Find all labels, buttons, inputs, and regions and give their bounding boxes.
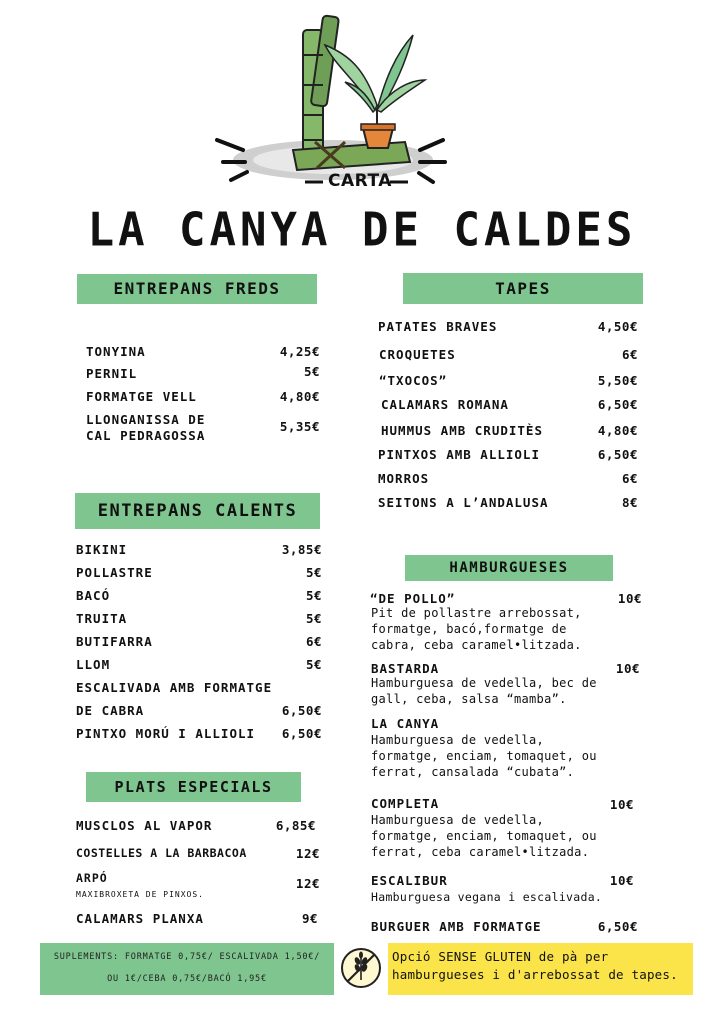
section-heading-hamburgueses: HAMBURGUESES <box>405 555 613 581</box>
section-heading-entrepans-freds: ENTREPANS FREDS <box>77 274 317 304</box>
menu-item-name: LA CANYA <box>371 716 440 731</box>
menu-item-name: TONYINA <box>86 344 146 359</box>
gluten-free-line: Opció SENSE GLUTEN de pà per <box>392 949 609 964</box>
section-heading-entrepans-calents: ENTREPANS CALENTS <box>75 493 320 529</box>
suplements-box <box>40 943 334 995</box>
menu-item-price: 9€ <box>301 911 318 926</box>
menu-item-name: DE CABRA <box>76 703 145 718</box>
menu-item-name: MUSCLOS AL VAPOR <box>76 818 213 833</box>
description-line: cabra, ceba caramel•litzada. <box>371 638 582 652</box>
menu-item-name: ESCALIBUR <box>371 873 448 888</box>
menu-item-price: 5€ <box>305 657 322 672</box>
menu-item-price: 5€ <box>305 565 322 580</box>
menu-item-price: 10€ <box>609 873 634 888</box>
menu-item-name-line2: CAL PEDRAGOSSA <box>86 428 206 443</box>
menu-item-price: 12€ <box>295 876 320 891</box>
menu-item-price: 6,50€ <box>597 397 638 412</box>
description-line: Hamburguesa de vedella, <box>371 733 545 747</box>
menu-item-name: BIKINI <box>76 542 128 557</box>
menu-item-name: “DE POLLO” <box>370 591 456 606</box>
menu-item-name: “TXOCOS” <box>379 373 448 388</box>
menu-item-description <box>371 605 601 653</box>
menu-item-description <box>371 889 621 905</box>
menu-item-name: LLONGANISSA DE <box>86 412 206 427</box>
menu-item-price: 6,50€ <box>597 919 638 934</box>
menu-item-description <box>371 812 601 860</box>
menu-item-description <box>371 732 601 780</box>
menu-item-price: 6€ <box>621 347 638 362</box>
section-heading-plats-especials: PLATS ESPECIALS <box>86 772 301 802</box>
menu-item-name: HUMMUS AMB CRUDITÈS <box>381 423 543 438</box>
menu-item-name: PINTXO MORÚ I ALLIOLI <box>76 726 256 741</box>
menu-item-price: 6,50€ <box>281 703 322 718</box>
description-line: formatge, bacó,formatge de <box>371 622 567 636</box>
menu-item-price: 10€ <box>615 661 640 676</box>
menu-item-name: PATATES BRAVES <box>378 319 498 334</box>
menu-item-name: FORMATGE VELL <box>86 389 197 404</box>
description-line: Hamburguesa vegana i escalivada. <box>371 890 603 904</box>
menu-item-price: 4,80€ <box>597 423 638 438</box>
menu-item-price: 3,85€ <box>281 542 322 557</box>
description-line: formatge, enciam, tomaquet, ou <box>371 829 597 843</box>
menu-item-name: ESCALIVADA AMB FORMATGE <box>76 680 273 695</box>
menu-item-name: CROQUETES <box>379 347 456 362</box>
description-line: ferrat, ceba caramel•litzada. <box>371 845 590 859</box>
menu-item-name: PERNIL <box>86 366 138 381</box>
menu-item-name: PINTXOS AMB ALLIOLI <box>378 447 540 462</box>
section-heading-tapes: TAPES <box>403 273 643 304</box>
menu-item-price: 6,50€ <box>597 447 638 462</box>
menu-item-price: 4,80€ <box>279 389 320 404</box>
menu-item-price: 6€ <box>305 634 322 649</box>
gluten-free-icon <box>339 946 383 990</box>
carta-label: CARTA <box>328 171 392 191</box>
description-line: Hamburguesa de vedella, <box>371 813 545 827</box>
menu-item-subtitle: MAXIBROXETA DE PINXOS. <box>76 890 204 899</box>
menu-item-name: BUTIFARRA <box>76 634 153 649</box>
menu-item-price: 6,85€ <box>275 818 316 833</box>
menu-item-price: 4,50€ <box>597 319 638 334</box>
menu-item-price: 5,50€ <box>597 373 638 388</box>
gluten-free-line: hamburgueses i d'arrebossat de tapes. <box>392 967 678 982</box>
description-line: formatge, enciam, tomaquet, ou <box>371 749 597 763</box>
description-line: Pit de pollastre arrebossat, <box>371 606 582 620</box>
gluten-free-note <box>388 943 693 995</box>
menu-item-name: POLLASTRE <box>76 565 153 580</box>
menu-item-price: 5,35€ <box>279 419 320 434</box>
menu-item-price: 6€ <box>621 471 638 486</box>
menu-item-name: BACÓ <box>76 588 111 603</box>
menu-item-price: 5€ <box>303 364 320 379</box>
menu-item-price: 10€ <box>609 797 634 812</box>
menu-item-name: SEITONS A L’ANDALUSA <box>378 495 549 510</box>
menu-item-price: 5€ <box>305 611 322 626</box>
menu-item-price: 4,25€ <box>279 344 320 359</box>
restaurant-title: LA CANYA DE CALDES <box>87 203 637 258</box>
description-line: Hamburguesa de vedella, bec de <box>371 676 597 690</box>
menu-item-name: BASTARDA <box>371 661 440 676</box>
menu-item-name: CALAMARS ROMANA <box>381 397 509 412</box>
suplements-line: SUPLEMENTS: FORMATGE 0,75€/ ESCALIVADA 1,50€/ <box>53 952 321 962</box>
menu-item-name: LLOM <box>76 657 111 672</box>
menu-item-name: TRUITA <box>76 611 128 626</box>
menu-item-name: ARPÓ <box>76 871 108 885</box>
menu-item-name: CALAMARS PLANXA <box>76 911 204 926</box>
menu-item-name: BURGUER AMB FORMATGE <box>371 919 542 934</box>
suplements-line: OU 1€/CEBA 0,75€/BACÓ 1,95€ <box>107 974 267 984</box>
menu-item-price: 10€ <box>617 591 642 606</box>
description-line: gall, ceba, salsa “mamba”. <box>371 692 567 706</box>
menu-item-name: MORROS <box>378 471 430 486</box>
menu-item-price: 12€ <box>295 846 320 861</box>
restaurant-logo <box>205 10 455 195</box>
menu-item-description <box>371 675 606 707</box>
menu-item-name: COMPLETA <box>371 796 440 811</box>
description-line: ferrat, cansalada “cubata”. <box>371 765 575 779</box>
menu-item-price: 5€ <box>305 588 322 603</box>
menu-item-price: 6,50€ <box>281 726 322 741</box>
menu-item-name: COSTELLES A LA BARBACOA <box>76 846 247 860</box>
menu-item-price: 8€ <box>621 495 638 510</box>
